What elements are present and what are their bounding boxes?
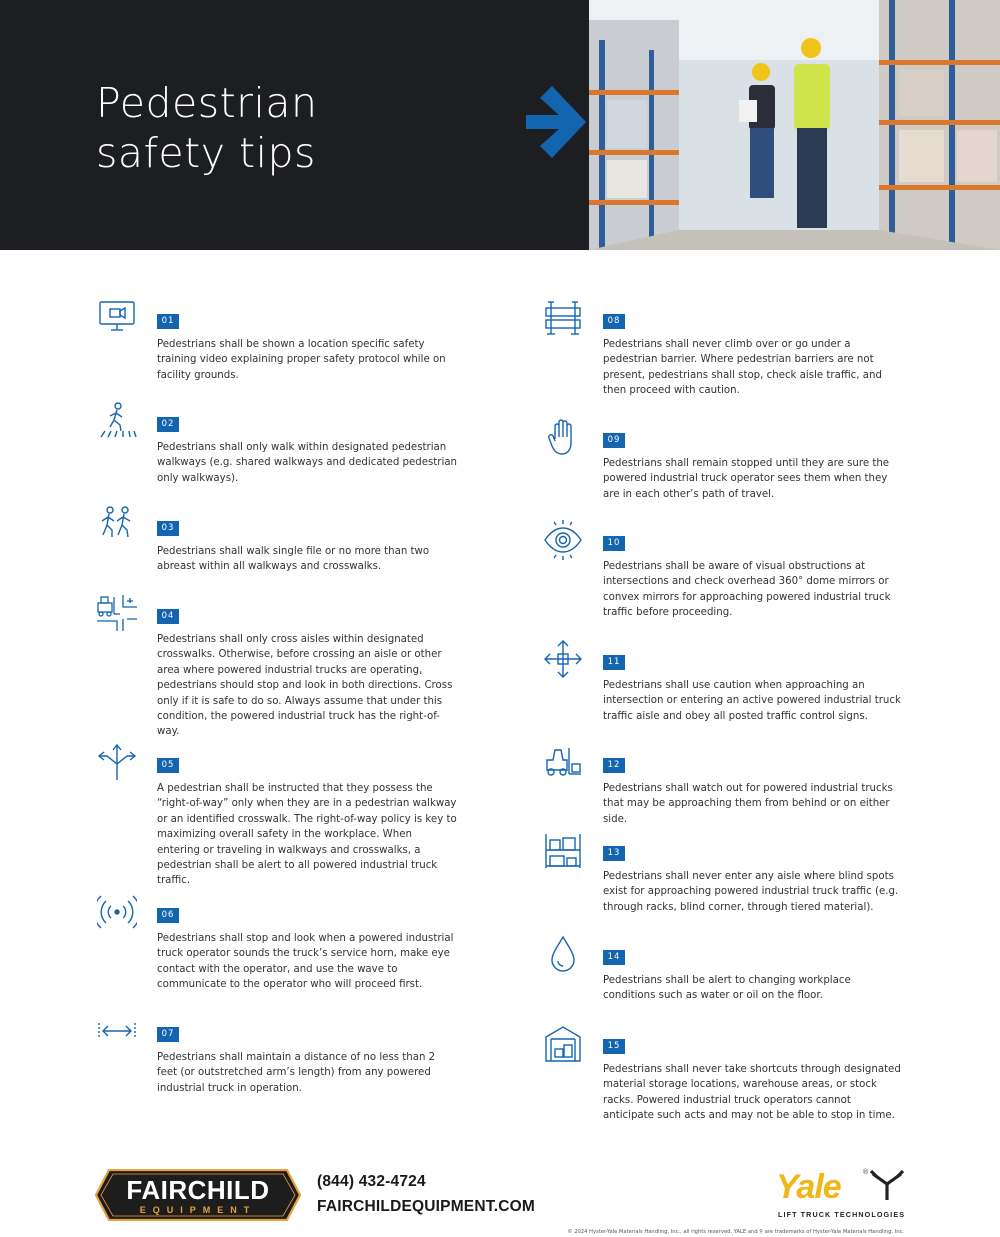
- tip-02: [157, 411, 457, 486]
- tip-11: [603, 649, 903, 724]
- crosswalk-pedestrian-icon: [97, 401, 137, 441]
- tip-text: Pedestrians shall be aware of visual obstructions at intersections and check overhead 360° dome mirrors or convex mirrors for approaching powered industrial truck traffic before proceeding.: [603, 561, 891, 619]
- tip-text: Pedestrians shall only cross aisles within designated crosswalks. Otherwise, before crossing an aisle or other area where powered industrial trucks are operating, pedestrians should stop and look in both directions. Cross only if it is safe to do so. Always assume that under this condition, the powered industrial truck has the right-of-way.: [157, 634, 453, 738]
- fairchild-logo: [95, 1169, 301, 1221]
- yale-logo-text: Yale: [776, 1168, 841, 1206]
- forklift-intersection-icon: [97, 593, 137, 633]
- warehouse-photo: [589, 0, 1000, 250]
- tip-number: 07: [157, 1027, 179, 1042]
- tip-09: [603, 427, 903, 502]
- tip-number: 11: [603, 655, 625, 670]
- page-title-line2: safety tips: [96, 129, 316, 177]
- two-walkers-icon: [97, 505, 137, 545]
- tip-07: [157, 1021, 457, 1096]
- tip-12: [603, 752, 903, 827]
- tip-text: Pedestrians shall remain stopped until they are sure the powered industrial truck operator sees them when they are in each other’s path of travel.: [603, 458, 890, 500]
- tip-number: 04: [157, 609, 179, 624]
- tip-number: 05: [157, 758, 179, 773]
- tip-number: 01: [157, 314, 179, 329]
- tip-number: 10: [603, 536, 625, 551]
- fairchild-logo-text: FAIRCHILD: [126, 1175, 270, 1205]
- tip-number: 06: [157, 908, 179, 923]
- tip-text: Pedestrians shall stop and look when a powered industrial truck operator sounds the truck’s service horn, make eye contact with the operator, and use the wave to communicate to the operator who will proceed first.: [157, 933, 454, 991]
- tip-15: [603, 1033, 903, 1124]
- tip-text: A pedestrian shall be instructed that they possess the “right-of-way” only when they are in a pedestrian walkway or an identified crosswalk. The right-of-way policy is key to maximizing overall safety in the workplace. When entering or traveling in walkways and crosswalks, a pedestrian shall be alert to all powered industrial truck traffic.: [157, 783, 457, 887]
- tip-04: [157, 603, 457, 740]
- tip-06: [157, 902, 457, 993]
- monitor-video-icon: [97, 298, 137, 338]
- horn-signal-icon: [97, 892, 137, 932]
- tip-text: Pedestrians shall watch out for powered industrial trucks that may be approaching them from behind or on either side.: [603, 783, 893, 825]
- tip-text: Pedestrians shall maintain a distance of no less than 2 feet (or outstretched arm’s length) from any powered industrial truck in operation.: [157, 1052, 436, 1094]
- website-link[interactable]: FAIRCHILDEQUIPMENT.COM: [317, 1198, 535, 1215]
- tip-number: 08: [603, 314, 625, 329]
- tip-number: 02: [157, 417, 179, 432]
- tip-text: Pedestrians shall use caution when approaching an intersection or entering an active powered industrial truck traffic aisle and obey all posted traffic control signs.: [603, 680, 901, 722]
- water-drop-icon: [543, 934, 583, 974]
- forklift-icon: [543, 742, 583, 782]
- tip-01: [157, 308, 457, 383]
- tip-10: [603, 530, 903, 621]
- phone-number[interactable]: (844) 432-4724: [317, 1173, 426, 1190]
- tip-number: 12: [603, 758, 625, 773]
- tip-number: 13: [603, 846, 625, 861]
- tip-05: [157, 752, 457, 889]
- distance-arrows-icon: [97, 1011, 137, 1051]
- tip-number: 09: [603, 433, 625, 448]
- tip-13: [603, 840, 903, 915]
- yale-symbol-icon: [869, 1168, 905, 1204]
- yale-tagline: LIFT TRUCK TECHNOLOGIES: [778, 1210, 906, 1219]
- split-arrows-icon: [97, 742, 137, 782]
- fairchild-logo-sub: EQUIPMENT: [139, 1205, 257, 1215]
- eye-icon: [543, 520, 583, 560]
- stop-hand-icon: [543, 417, 583, 457]
- tip-text: Pedestrians shall be shown a location specific safety training video explaining proper safety protocol while on facility grounds.: [157, 339, 446, 381]
- page-title-line1: Pedestrian: [96, 79, 318, 127]
- rack-shelves-icon: [543, 830, 583, 870]
- tip-text: Pedestrians shall never climb over or go under a pedestrian barrier. Where pedestrian barriers are not present, pedestrians shall stop, check aisle traffic, and then proceed with caution.: [603, 339, 882, 397]
- four-way-arrows-icon: [543, 639, 583, 679]
- header-banner: [0, 0, 1000, 250]
- warehouse-icon: [543, 1023, 583, 1063]
- tip-14: [603, 944, 903, 1004]
- tip-text: Pedestrians shall never take shortcuts through designated material storage locations, warehouse areas, or stock racks. Powered industrial truck operators cannot anticipate such acts and may not be able to stop in time.: [603, 1064, 901, 1122]
- tip-text: Pedestrians shall be alert to changing workplace conditions such as water or oil on the floor.: [603, 975, 851, 1002]
- copyright-text: © 2024 Hyster-Yale Materials Handling, Inc., all rights reserved. YALE and ⚲ are trademarks of Hyster-Yale Materials Handling, Inc.: [567, 1229, 904, 1235]
- tip-text: Pedestrians shall never enter any aisle where blind spots exist for approaching powered industrial truck traffic (e.g. through racks, blind corner, through tiered material).: [603, 871, 899, 913]
- tip-text: Pedestrians shall only walk within designated pedestrian walkways (e.g. shared walkways and dedicated pedestrian only walkways).: [157, 442, 458, 484]
- page-title: [96, 78, 318, 178]
- yale-registered-mark: ®: [862, 1168, 869, 1176]
- tip-number: 03: [157, 521, 179, 536]
- tip-08: [603, 308, 903, 399]
- tip-number: 15: [603, 1039, 625, 1054]
- barrier-icon: [543, 298, 583, 338]
- tip-number: 14: [603, 950, 625, 965]
- tip-text: Pedestrians shall walk single file or no more than two abreast within all walkways and crosswalks.: [157, 546, 430, 573]
- tip-03: [157, 515, 457, 575]
